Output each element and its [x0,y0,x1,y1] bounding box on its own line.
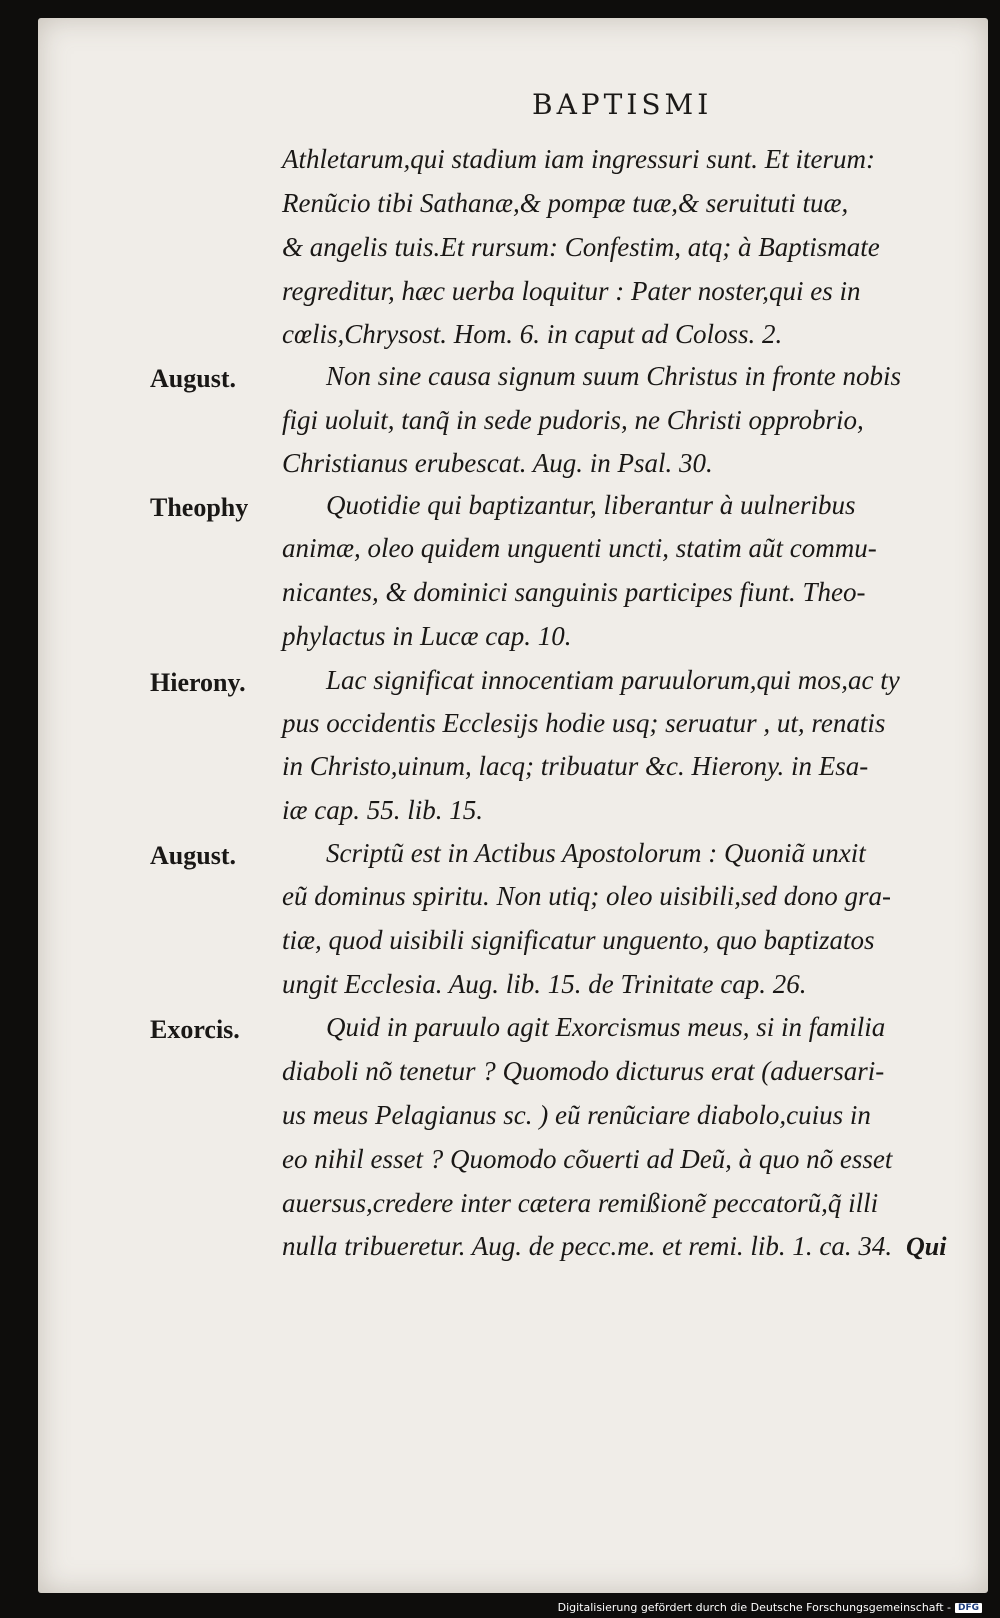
margin-note: August. [150,364,236,393]
text-line: Christianus erubescat. Aug. in Psal. 30. [282,448,713,478]
text-line: us meus Pelagianus sc. ) eũ renũciare diabolo,cuius in [282,1100,871,1130]
text-line: Quid in paruulo agit Exorcismus meus, si in familia [326,1012,886,1042]
text-line: Lac significat innocentiam paruulorum,qui mos,ac ty [326,665,900,695]
text-line: diaboli nõ tenetur ? Quomodo dicturus erat (aduersari- [282,1056,885,1086]
catchword: Qui [906,1232,947,1261]
text-line: in Christo,uinum, lacq; tribuatur &c. Hierony. in Esa- [282,751,869,781]
text-line: pus occidentis Ecclesijs hodie usq; seruatur , ut, renatis [282,708,886,738]
text-line: figi uoluit, tanq̃ in sede pudoris, ne Christi opprobrio, [282,405,864,435]
text-line: nulla tribueretur. Aug. de pecc.me. et remi. lib. 1. ca. 34. [282,1231,893,1261]
digitization-footer [558,1601,982,1614]
text-line: Non sine causa signum suum Christus in fronte nobis [326,361,902,391]
text-line: eo nihil esset ? Quomodo cõuerti ad Deũ, à quo nõ esset [282,1144,893,1174]
dfg-logo-icon: DFG [955,1603,982,1613]
text-line: cœlis,Chrysost. Hom. 6. in caput ad Coloss. 2. [282,319,783,349]
text-line: phylactus in Lucæ cap. 10. [282,621,572,651]
text-line: nicantes, & dominici sanguinis participes fiunt. Theo- [282,577,866,607]
margin-note: August. [150,841,236,870]
text-line: Quotidie qui baptizantur, liberantur à uulneribus [326,490,856,520]
text-line: iæ cap. 55. lib. 15. [282,795,483,825]
footer-text: Digitalisierung gefördert durch die Deutsche Forschungsgemeinschaft - [557,1601,951,1614]
text-line: auersus,credere inter cætera remißionẽ peccatorũ,q̃ illi [282,1188,879,1218]
text-line: Athletarum,qui stadium iam ingressuri sunt. Et iterum: [282,144,875,174]
text-line: & angelis tuis.Et rursum: Confestim, atq; à Baptismate [282,232,880,262]
text-line: Scriptũ est in Actibus Apostolorum : Quoniã unxit [326,838,866,868]
text-line: ungit Ecclesia. Aug. lib. 15. de Trinitate cap. 26. [282,969,807,999]
margin-note: Exorcis. [150,1015,240,1044]
margin-note: Theophy [150,493,249,522]
margin-note: Hierony. [150,668,246,697]
text-line: tiæ, quod uisibili significatur unguento, quo baptizatos [282,925,875,955]
running-head: BAPTISMI [532,88,713,121]
text-line: animæ, oleo quidem unguenti uncti, statim aũt commu- [282,533,877,563]
text-line: eũ dominus spiritu. Non utiq; oleo uisibili,sed dono gra- [282,881,892,911]
text-line: regreditur, hæc uerba loquitur : Pater noster,qui es in [282,276,861,306]
text-line: Renũcio tibi Sathanæ,& pompæ tuæ,& seruituti tuæ, [282,188,849,218]
